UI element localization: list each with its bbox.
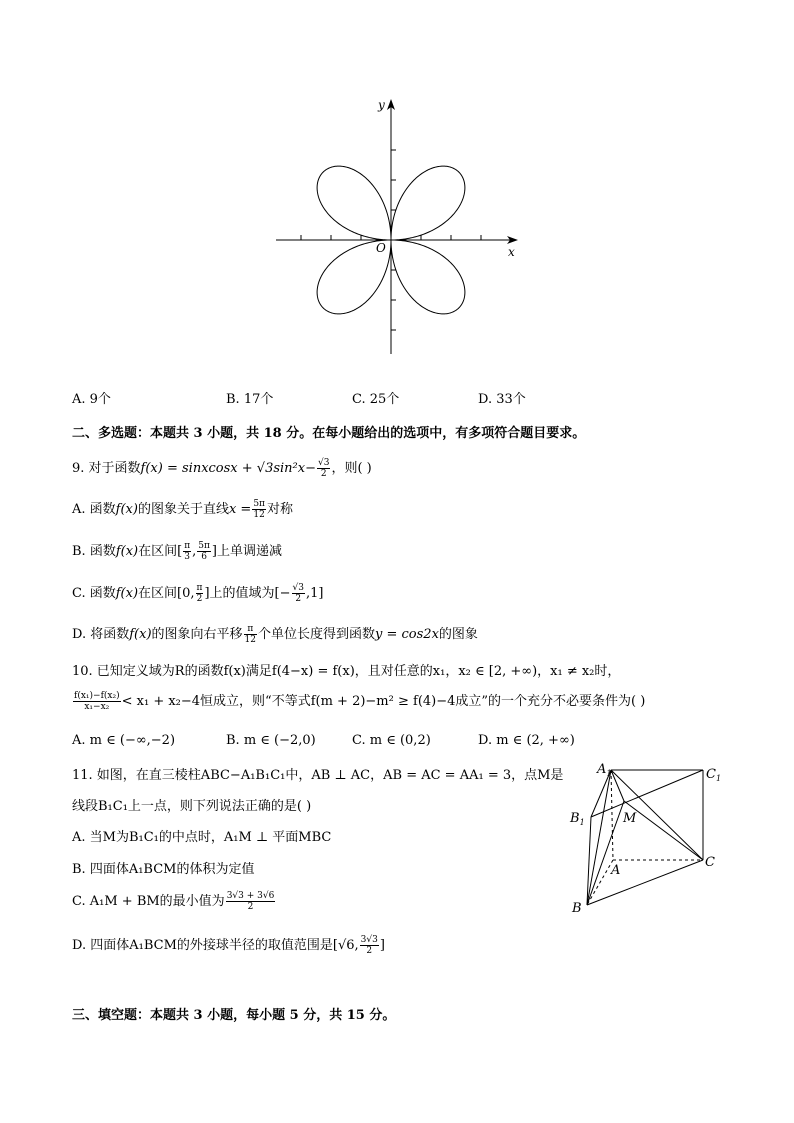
q9-stem-suffix: ，则( ) xyxy=(331,461,372,476)
label-c: C xyxy=(705,855,715,870)
q9-stem-func: f(x) = sinxcosx + √3sin²x− xyxy=(140,461,316,476)
section3-heading: 三、填空题：本题共 3 小题，每小题 5 分，共 15 分。 xyxy=(72,1008,396,1023)
q10-line1: 10. 已知定义域为R的函数f(x)满足f(4−x) = f(x)，且对任意的x₁，x₂ ∈ [2, +∞)，x₁ ≠ x₂时， xyxy=(72,664,621,679)
origin-label: O xyxy=(376,241,386,255)
q10-option-b: B. m ∈ (−2,0) xyxy=(226,733,316,748)
x-axis-label: x xyxy=(508,245,515,259)
q11-option-a: A. 当M为B₁C₁的中点时，A₁M ⊥ 平面MBC xyxy=(72,830,332,845)
four-leaf-curve-figure xyxy=(270,92,530,358)
q8-option-b: B. 17个 xyxy=(226,392,274,407)
prism-figure xyxy=(565,760,730,920)
label-a1: $A_1$ xyxy=(597,762,612,778)
section2-heading: 二、多选题：本题共 3 小题，共 18 分。在每小题给出的选项中，有多项符合题目要求。 xyxy=(72,426,586,441)
q9-option-b: B. 函数f(x)在区间[ $\frac{\pi}{3}$ , $\frac{5\pi}{6}$ ]上单调递减 xyxy=(72,541,282,562)
q11-option-b: B. 四面体A₁BCM的体积为定值 xyxy=(72,862,255,877)
q9-option-a: A. 函数f(x)的图象关于直线x = $\frac{5\pi}{12}$ 对称 xyxy=(72,499,293,520)
q11-option-d: D. 四面体A₁BCM的外接球半径的取值范围是[√6, $\frac{3√3}{2}$ ] xyxy=(72,935,385,956)
q10-option-c: C. m ∈ (0,2) xyxy=(352,733,431,748)
y-axis-label: y xyxy=(378,98,385,112)
q9-stem xyxy=(72,457,372,479)
q9-stem-frac: $\frac{√3}{2}$ xyxy=(317,458,330,479)
q11-line1: 11. 如图，在直三棱柱ABC−A₁B₁C₁中，AB ⊥ AC，AB = AC = AA₁ = 3，点M是 xyxy=(72,768,564,783)
q9-option-c: C. 函数f(x)在区间[0, $\frac{\pi}{2}$ ]上的值域为[− $\frac{√3}{2}$ ,1] xyxy=(72,583,324,604)
q11-option-c: C. A₁M + BM的最小值为 $\frac{3√3 + 3√6}{2}$ xyxy=(72,891,275,912)
q8-option-c: C. 25个 xyxy=(352,392,400,407)
q9-stem-prefix: 9. 对于函数 xyxy=(72,461,141,476)
q10-option-a: A. m ∈ (−∞,−2) xyxy=(72,733,176,748)
q8-option-d: D. 33个 xyxy=(478,392,526,407)
label-c1: $C_1$ xyxy=(706,767,722,783)
label-m: M xyxy=(623,811,637,826)
q11-line2: 线段B₁C₁上一点，则下列说法正确的是( ) xyxy=(72,799,312,814)
label-b: B xyxy=(572,901,582,916)
q9-option-d: D. 将函数f(x)的图象向右平移 $\frac{\pi}{12}$ 个单位长度得到函数y = cos2x的图象 xyxy=(72,624,478,645)
q8-option-a: A. 9个 xyxy=(72,392,111,407)
label-b1: $B_1$ xyxy=(570,811,585,827)
q10-line2: $\frac{\text{f(x₁)−f(x₂)}}{\text{x₁−x₂}}$ < x₁ + x₂−4恒成立，则“不等式f(m + 2)−m² ≥ f(4)−4成立”的一个充分不必要条件为( ) xyxy=(74,691,646,712)
label-a: A xyxy=(611,863,621,878)
q10-option-d: D. m ∈ (2, +∞) xyxy=(478,733,575,748)
